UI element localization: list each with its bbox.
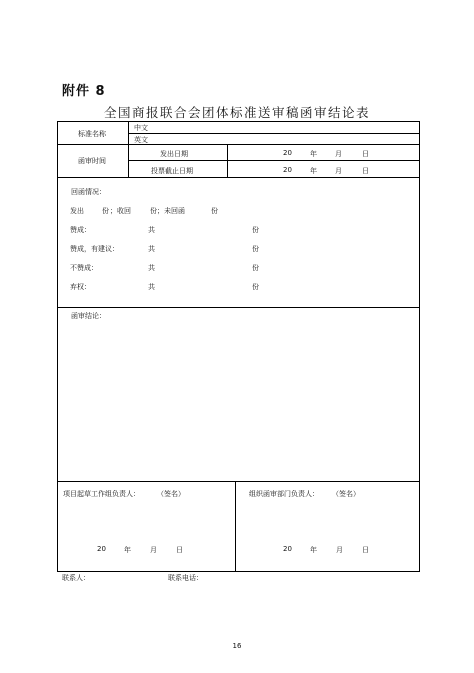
drafter-date-day: 日	[176, 546, 183, 554]
approve-suggest-label: 赞成，有建议：	[70, 245, 119, 253]
send-date-month: 月	[335, 150, 342, 158]
contact-person-label: 联系人：	[62, 574, 90, 582]
approve-suggest-copies: 份	[252, 245, 259, 253]
send-date-year-prefix: 20	[283, 149, 292, 157]
reply-status-title: 回函情况：	[71, 188, 106, 196]
org-sign-label: （签名）	[332, 490, 360, 498]
chinese-label: 中文	[134, 124, 148, 132]
sent-copies: 份	[102, 207, 109, 215]
sent-label: 发出	[70, 207, 84, 215]
review-time-label: 函审时间	[78, 157, 106, 165]
abstain-label: 弃权：	[70, 283, 91, 291]
deadline-year: 年	[310, 167, 317, 175]
unreplied-copies: 份	[211, 207, 218, 215]
deadline-month: 月	[335, 167, 342, 175]
deadline-day: 日	[362, 167, 369, 175]
org-date-month: 月	[336, 546, 343, 554]
received-label: ；收回	[110, 207, 131, 215]
attachment-label: 附件 8	[62, 84, 106, 99]
deadline-label: 投票截止日期	[151, 167, 193, 175]
org-date-year-prefix: 20	[283, 545, 292, 553]
deadline-year-prefix: 20	[283, 166, 292, 174]
approve-label: 赞成：	[70, 226, 91, 234]
approve-total: 共	[148, 226, 155, 234]
approve-suggest-total: 共	[148, 245, 155, 253]
page-number: 16	[232, 642, 242, 650]
org-date-day: 日	[362, 546, 369, 554]
form-title: 全国商报联合会团体标准送审稿函审结论表	[103, 105, 370, 120]
received-copies: 份	[150, 207, 157, 215]
abstain-total: 共	[148, 283, 155, 291]
abstain-copies: 份	[252, 283, 259, 291]
org-lead-label: 组织函审部门负责人：	[249, 490, 319, 498]
send-date-year: 年	[310, 150, 317, 158]
drafter-date-year: 年	[124, 546, 131, 554]
send-date-day: 日	[362, 150, 369, 158]
disapprove-total: 共	[148, 264, 155, 272]
drafter-date-year-prefix: 20	[97, 545, 106, 553]
english-label: 英文	[134, 136, 148, 144]
unreplied-label: ；未回函	[157, 207, 185, 215]
drafter-date-month: 月	[150, 546, 157, 554]
disapprove-copies: 份	[252, 264, 259, 272]
disapprove-label: 不赞成：	[70, 264, 98, 272]
conclusion-label: 函审结论：	[71, 312, 106, 320]
contact-phone-label: 联系电话：	[168, 574, 203, 582]
drafter-lead-label: 项目起草工作组负责人：	[63, 490, 140, 498]
drafter-sign-label: （签名）	[157, 490, 185, 498]
send-date-label: 发出日期	[160, 150, 188, 158]
standard-name-label: 标准名称	[78, 130, 106, 138]
org-date-year: 年	[310, 546, 317, 554]
approve-copies: 份	[252, 226, 259, 234]
